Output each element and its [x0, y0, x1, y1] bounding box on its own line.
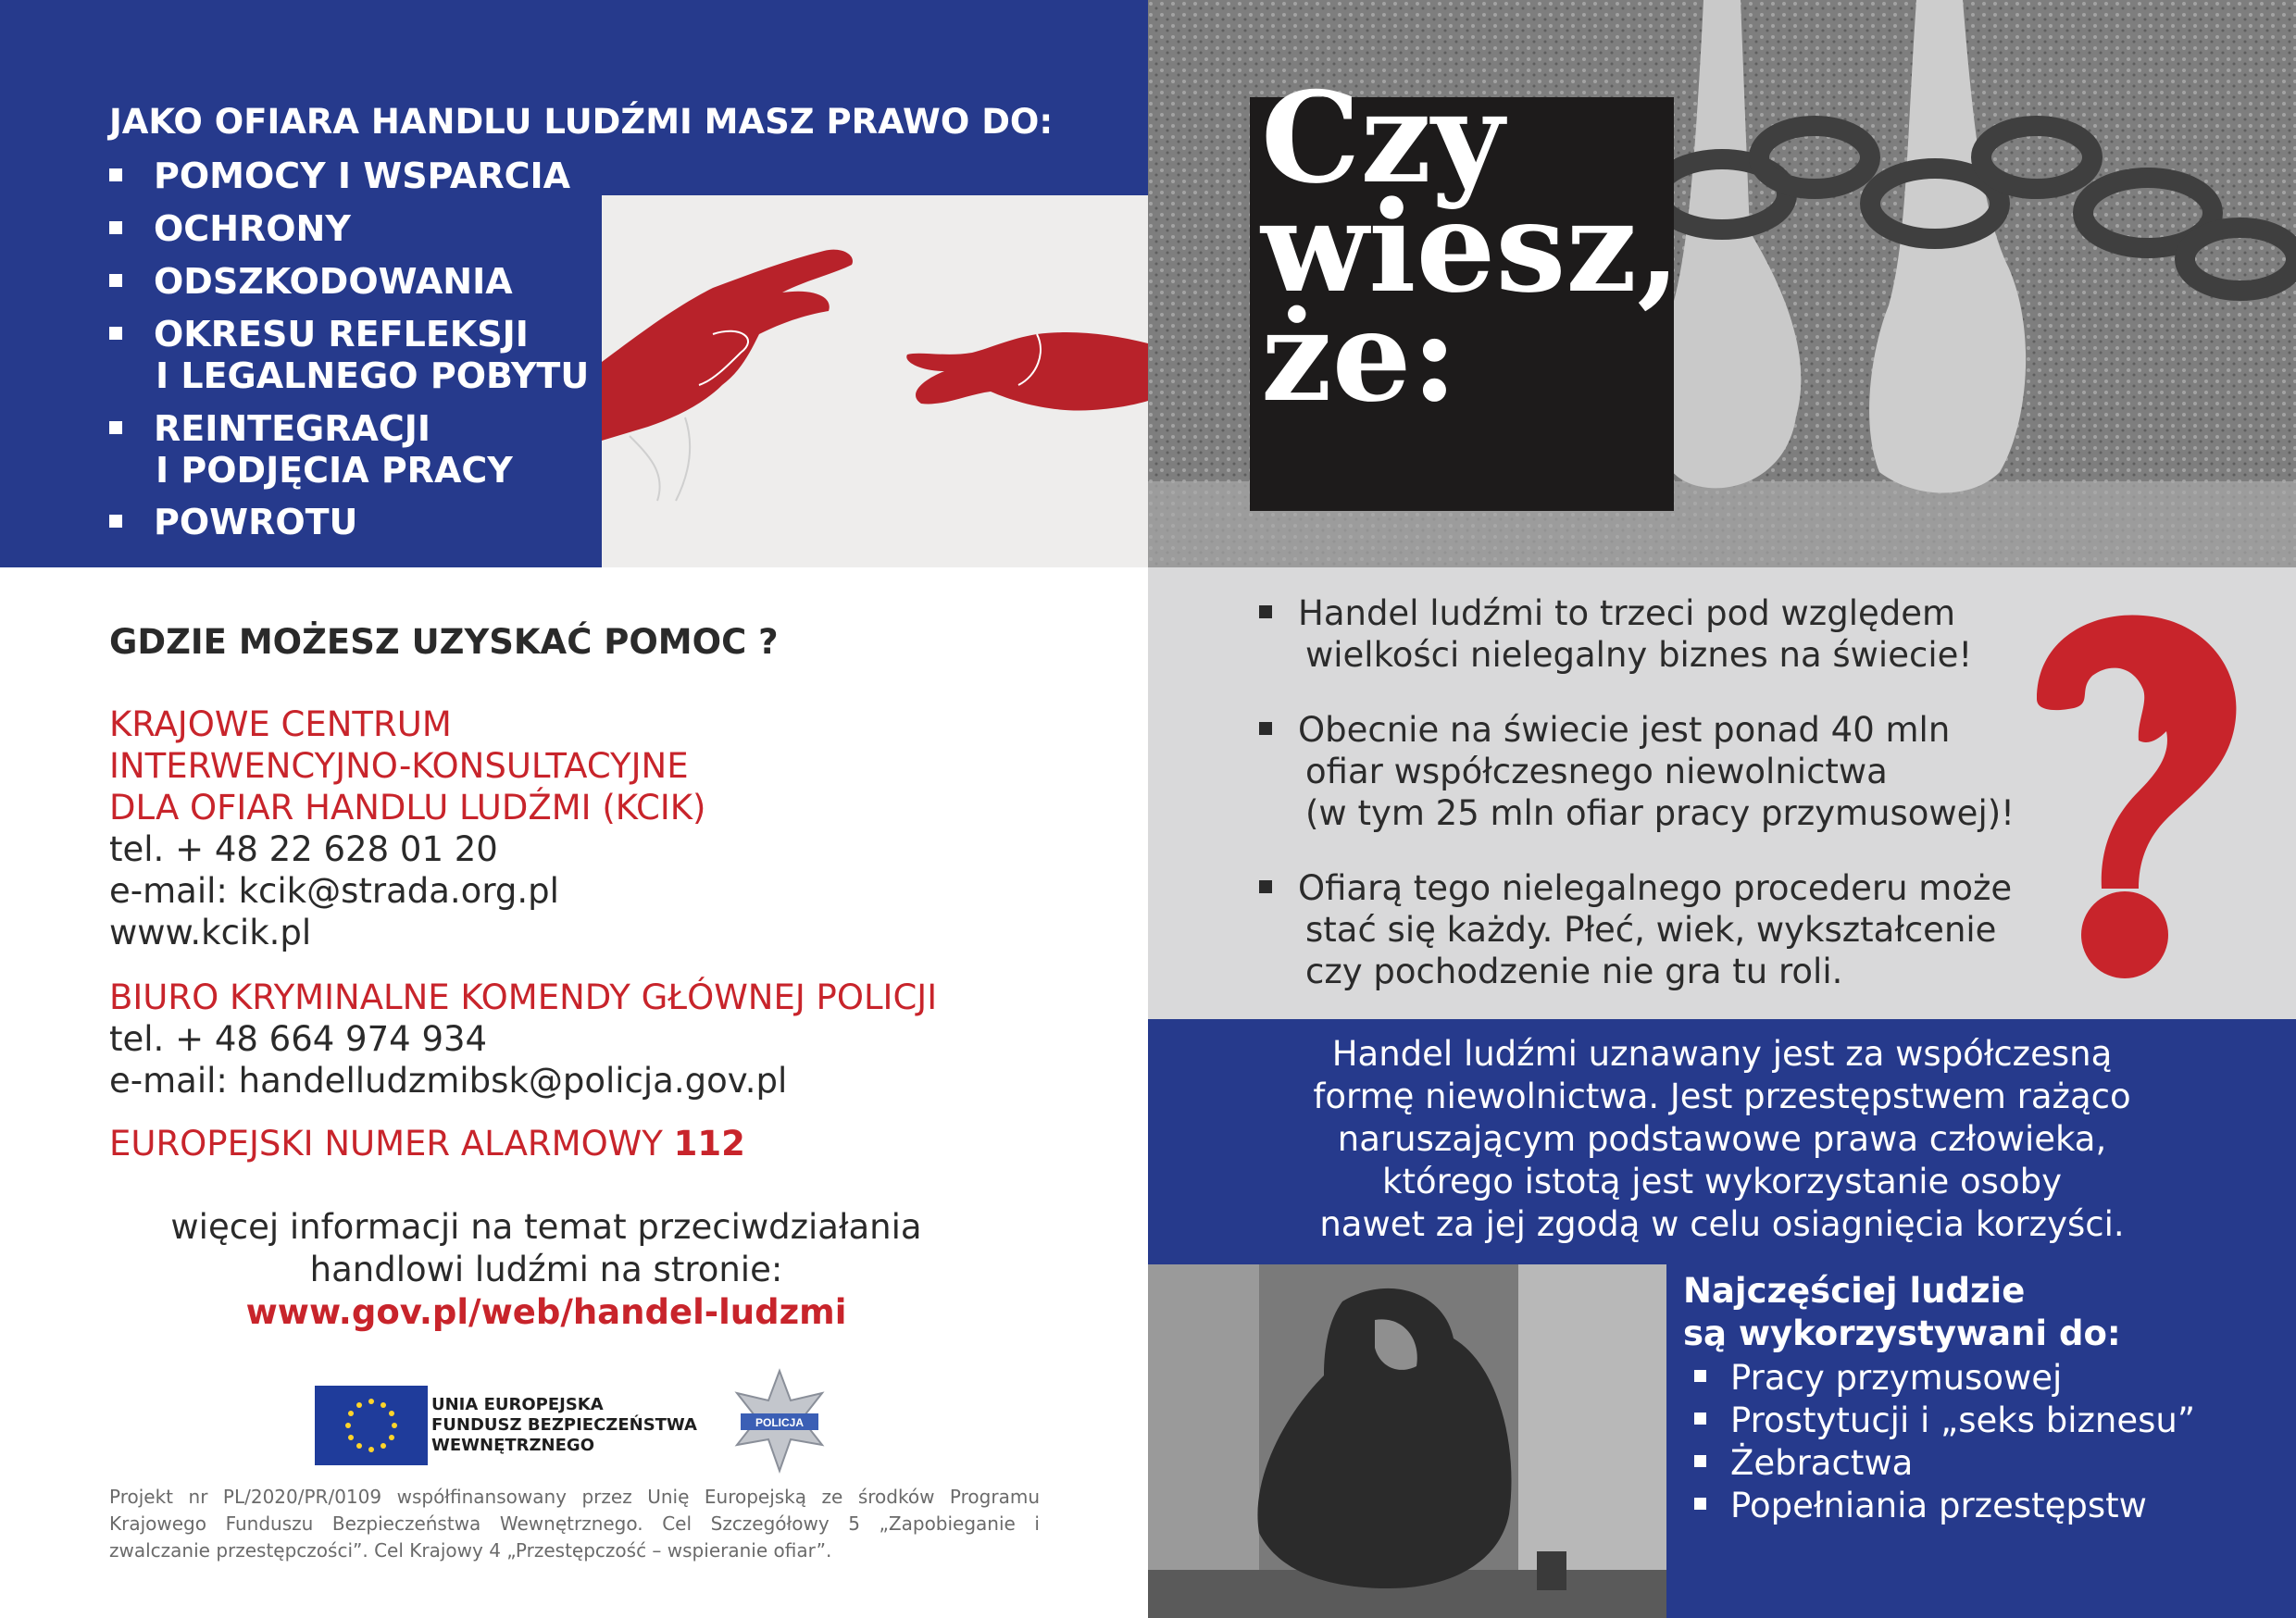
rights-item: OCHRONY	[109, 208, 351, 250]
alarm-number-line: EUROPEJSKI NUMER ALARMOWY 112	[109, 1124, 745, 1164]
rights-item: ODSZKODOWANIA	[109, 261, 513, 303]
uses-heading: Najczęściej ludzie są wykorzystywani do:	[1683, 1271, 2121, 1353]
kcik-phone: tel. + 48 22 628 01 20	[109, 829, 498, 869]
bullet-square-icon	[1259, 605, 1272, 618]
bullet-square-icon	[1694, 1413, 1706, 1425]
help-heading: GDZIE MOŻESZ UZYSKAĆ POMOC ?	[109, 622, 779, 662]
bullet-square-icon	[109, 274, 122, 287]
more-info: więcej informacji na temat przeciwdziałania handlowi ludźmi na stronie: www.gov.pl/web/handel-ludzmi	[120, 1206, 972, 1334]
police-logo-text: POLICJA	[755, 1416, 805, 1429]
fact-item: Obecnie na świecie jest ponad 40 mln ofiar współczesnego niewolnictwa (w tym 25 mln ofiar pracy przymusowej)!	[1259, 709, 2015, 834]
rights-item: POWROTU	[109, 502, 357, 543]
kcik-name: KRAJOWE CENTRUM INTERWENCYJNO-KONSULTACYJNE DLA OFIAR HANDLU LUDŹMI (KCIK)	[109, 704, 706, 828]
rights-item: OKRESU REFLEKSJI I LEGALNEGO POBYTU	[109, 314, 589, 397]
bullet-square-icon	[109, 421, 122, 434]
definition-text: Handel ludźmi uznawany jest za współczesną formę niewolnictwa. Jest przestępstwem rażąco naruszającym podstawowe prawa człowieka, którego istotą jest wykorzystanie osoby nawet za jej zgodą w celu osiagnięcia korzyści.	[1313, 1034, 2131, 1244]
bullet-square-icon	[1259, 880, 1272, 893]
uses-item: Popełniania przestępstw	[1694, 1485, 2147, 1527]
fact-item: Handel ludźmi to trzeci pod względem wielkości nielegalny biznes na świecie!	[1259, 592, 1972, 676]
kcik-website-link[interactable]: www.kcik.pl	[109, 913, 312, 952]
rights-item: REINTEGRACJI I PODJĘCIA PRACY	[109, 408, 513, 492]
uses-item: Pracy przymusowej	[1694, 1357, 2062, 1400]
kcik-email-link[interactable]: e-mail: kcik@strada.org.pl	[109, 871, 559, 911]
question-mark-icon	[2018, 611, 2250, 981]
eu-flag-icon	[315, 1386, 428, 1465]
rights-item: POMOCY I WSPARCIA	[109, 156, 570, 197]
eu-fund-label: UNIA EUROPEJSKA FUNDUSZ BEZPIECZEŃSTWA WEWNĘTRZNEGO	[431, 1395, 697, 1455]
bullet-square-icon	[109, 221, 122, 234]
reaching-hands-illustration	[602, 195, 1148, 567]
gov-website-link[interactable]: www.gov.pl/web/handel-ludzmi	[245, 1292, 847, 1332]
bullet-square-icon	[1259, 722, 1272, 735]
fact-item: Ofiarą tego nielegalnego procederu może stać się każdy. Płeć, wiek, wykształcenie czy pochodzenie nie gra tu roli.	[1259, 867, 2012, 992]
uses-item: Prostytucji i „seks biznesu”	[1694, 1400, 2195, 1442]
uses-item: Żebractwa	[1694, 1442, 1913, 1485]
bullet-square-icon	[1694, 1455, 1706, 1467]
bullet-square-icon	[109, 168, 122, 181]
bullet-square-icon	[109, 327, 122, 340]
police-star-logo	[726, 1367, 833, 1475]
police-email-link[interactable]: e-mail: handelludzmibsk@policja.gov.pl	[109, 1061, 788, 1101]
project-note: Projekt nr PL/2020/PR/0109 współfinansowany przez Unię Europejską ze środków Programu Krajowego Funduszu Bezpieczeństwa Wewnętrznego. Cel Szczegółowy 5 „Zapobieganie i zwalczanie przestępczości”. Cel Krajowy 4 „Przestępczość – wspieranie ofiar”.	[109, 1486, 1040, 1562]
begging-woman-photo	[1148, 1264, 1666, 1618]
bullet-square-icon	[1694, 1370, 1706, 1382]
police-bureau-name: BIURO KRYMINALNE KOMENDY GŁÓWNEJ POLICJI	[109, 977, 938, 1017]
bullet-square-icon	[109, 515, 122, 528]
police-phone: tel. + 48 664 974 934	[109, 1019, 488, 1059]
rights-heading: JAKO OFIARA HANDLU LUDŹMI MASZ PRAWO DO:	[109, 102, 1054, 142]
title-czy-wiesz: Czy wiesz, że:	[1261, 64, 1681, 429]
bullet-square-icon	[1694, 1498, 1706, 1510]
alarm-number: 112	[673, 1124, 745, 1164]
hands-icon	[602, 195, 1148, 567]
